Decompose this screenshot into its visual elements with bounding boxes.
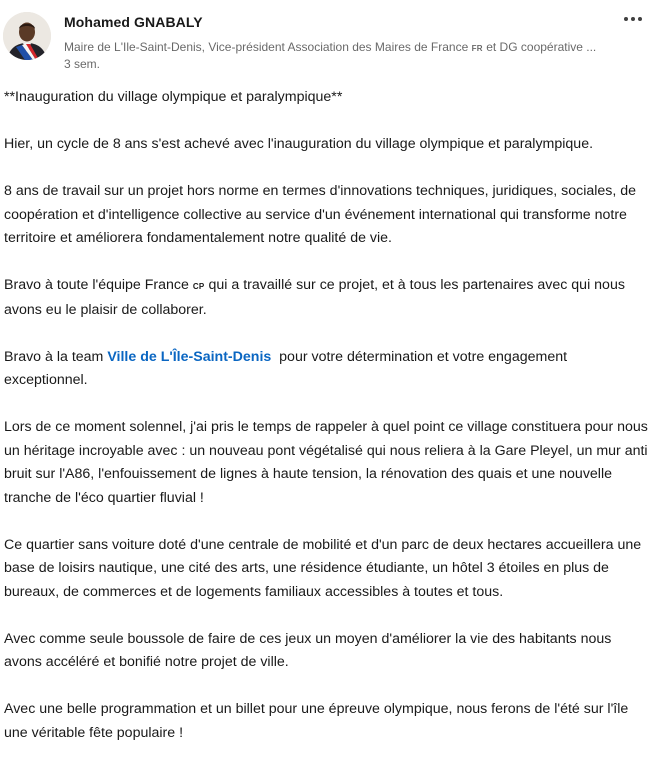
- paragraph-text: qui a travaillé sur ce projet, et à tous les partenaires avec qui nous avons eu le plaisir de collaborer.: [4, 277, 625, 318]
- post-paragraph: Lors de ce moment solennel, j'ai pris le temps de rappeler à quel point ce village constituera pour nous un héritage incroyable avec : un nouveau pont végétalisé qui nous reliera à la Gare Pleyel, un mur anti bruit sur l'A86, l'enfouissement de lignes à haute tension, la rénovation des quais et une nouvelle tranche de l'éco quartier fluvial !: [4, 419, 648, 506]
- post-paragraph: Hier, un cycle de 8 ans s'est achevé avec l'inauguration du village olympique et paralympique.: [4, 136, 594, 152]
- ellipsis-icon: [624, 17, 628, 21]
- flag-emoji: CP: [192, 282, 205, 291]
- headline-text: Maire de L'Ile-Saint-Denis, Vice-président Association des Maires de France: [64, 40, 469, 54]
- post-header: [0, 0, 653, 78]
- paragraph-text: Bravo à toute l'équipe France: [4, 277, 189, 293]
- more-options-button[interactable]: [618, 8, 648, 30]
- post-paragraph: Ce quartier sans voiture doté d'une centrale de mobilité et d'un parc de deux hectares accueillera une base de loisirs nautique, une cité des arts, une résidence étudiante, un hôtel 3 étoiles en plus de bureaux, de commerces et de logements familiaux accessibles à toutes et tous.: [4, 536, 642, 600]
- post-paragraph: [4, 346, 649, 393]
- paragraph-text: pour votre détermination et votre engagement exceptionnel.: [4, 348, 568, 388]
- post-paragraph: Avec comme seule boussole de faire de ces jeux un moyen d'améliorer la vie des habitants nous avons accéléré et bonifié notre projet de ville.: [4, 630, 612, 670]
- author-headline: [64, 40, 644, 54]
- ellipsis-icon: [638, 17, 642, 21]
- author-avatar[interactable]: [3, 12, 51, 60]
- mention-link[interactable]: Ville de L'Île-Saint-Denis: [107, 348, 272, 365]
- headline-flag: FR: [471, 44, 483, 53]
- ellipsis-icon: [631, 17, 635, 21]
- author-name[interactable]: Mohamed GNABALY: [64, 14, 203, 30]
- post-title: **Inauguration du village olympique et paralympique**: [4, 89, 343, 105]
- avatar-portrait-icon: [3, 12, 51, 60]
- post-paragraph: 8 ans de travail sur un projet hors norme en termes d'innovations techniques, juridiques, sociales, de coopération et d'intelligence collective au service d'un événement international qui transforme notre territoire et améliorera fondamentalement notre qualité de vie.: [4, 183, 637, 246]
- post-paragraph: [4, 274, 649, 322]
- post-paragraph: Avec une belle programmation et un billet pour une épreuve olympique, nous ferons de l'été sur l'île une véritable fête populaire !: [4, 701, 629, 741]
- post-timestamp: 3 sem.: [64, 57, 101, 71]
- headline-text-end: et DG coopérative ...: [486, 40, 597, 54]
- post-body: [4, 86, 649, 769]
- paragraph-text: Bravo à la team: [4, 348, 104, 365]
